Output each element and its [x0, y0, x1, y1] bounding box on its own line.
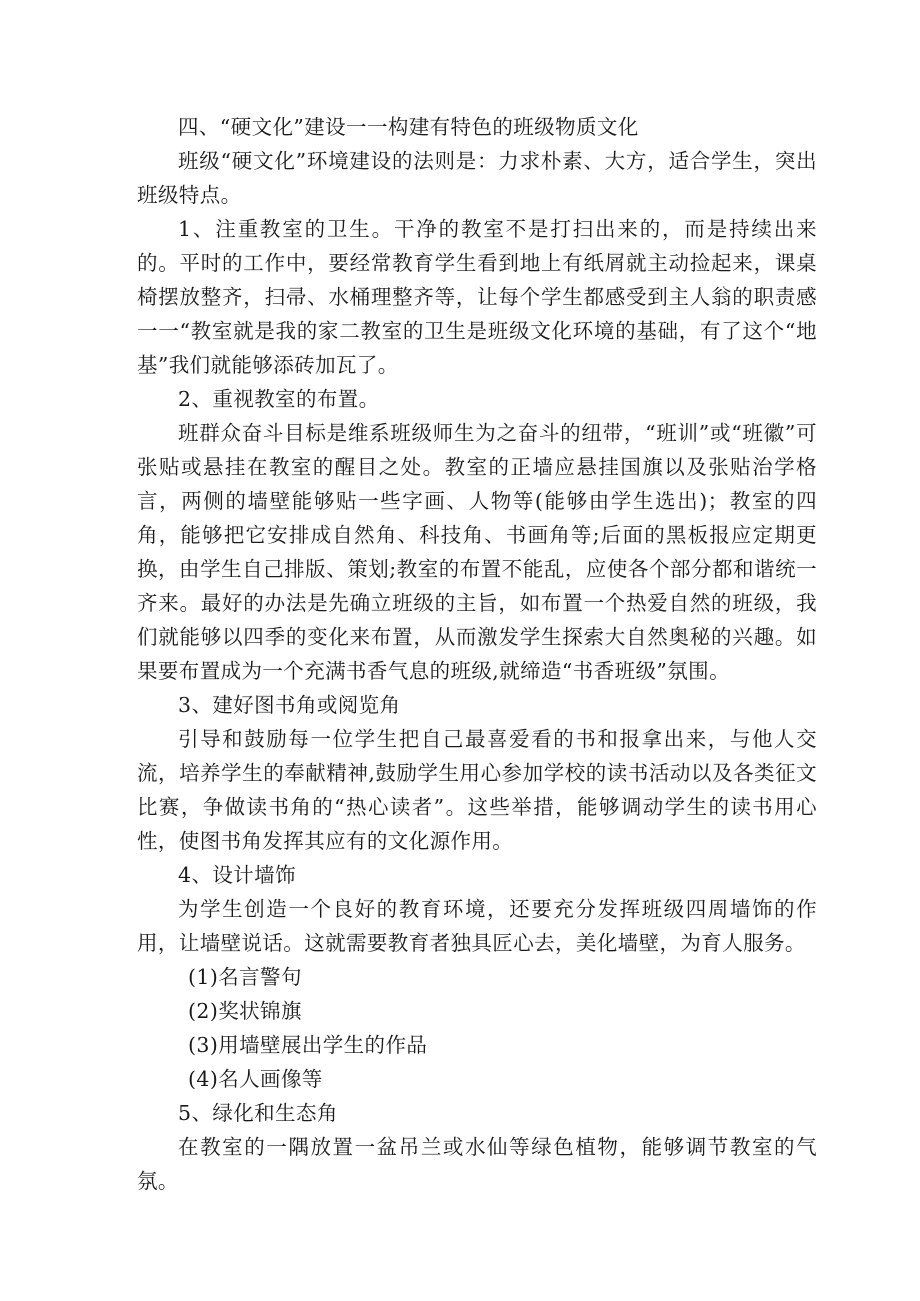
- list-item: (2)奖状锦旗: [188, 999, 302, 1023]
- section-3-paragraph: 引导和鼓励每一位学生把自己最喜爱看的书和报拿出来，与他人交流，培养学生的奉献精神,鼓励学生用心参加学校的读书活动以及各类征文比赛，争做读书角的“热心读者”。这些举措，能够调动学生的读书用心性，使图书角发挥其应有的文化源作用。: [137, 727, 817, 853]
- section-2-title: 2、重视教室的布置。: [178, 387, 380, 411]
- list-item: (4)名人画像等: [188, 1067, 323, 1091]
- section-4-title: 4、设计墙饰: [178, 863, 296, 887]
- document-body: [137, 110, 817, 1198]
- list-item: (1)名言警句: [188, 965, 302, 989]
- section-heading: 四、“硬文化”建设一一构建有特色的班级物质文化: [178, 115, 639, 139]
- section-5-title: 5、绿化和生态角: [178, 1101, 338, 1125]
- section-5-paragraph: 在教室的一隅放置一盆吊兰或水仙等绿色植物，能够调节教室的气氛。: [137, 1135, 817, 1193]
- list-item: (3)用墙壁展出学生的作品: [188, 1033, 428, 1057]
- section-2-paragraph: 班群众奋斗目标是维系班级师生为之奋斗的纽带，“班训”或“班徽”可张贴或悬挂在教室的醒目之处。教室的正墙应悬挂国旗以及张贴治学格言，两侧的墙壁能够贴一些字画、人物等(能够由学生选出)；教室的四角，能够把它安排成自然角、科技角、书画角等;后面的黑板报应定期更换，由学生自己排版、策划;教室的布置不能乱，应使各个部分都和谐统一齐来。最好的办法是先确立班级的主旨，如布置一个热爱自然的班级，我们就能够以四季的变化来布置，从而激发学生探索大自然奥秘的兴趣。如果要布置成为一个充满书香气息的班级,就缔造“书香班级”氛围。: [137, 421, 817, 683]
- section-4-paragraph: 为学生创造一个良好的教育环境，还要充分发挥班级四周墙饰的作用，让墙壁说话。这就需要教育者独具匠心去，美化墙壁，为育人服务。: [137, 897, 817, 955]
- section-1-paragraph: 1、注重教室的卫生。干净的教室不是打扫出来的，而是持续出来的。平时的工作中，要经常教育学生看到地上有纸屑就主动捡起来，课桌椅摆放整齐，扫帚、水桶理整齐等，让每个学生都感受到主人翁的职责感一一“教室就是我的家二教室的卫生是班级文化环境的基础，有了这个“地基”我们就能够添砖加瓦了。: [137, 217, 817, 377]
- intro-paragraph: 班级“硬文化”环境建设的法则是：力求朴素、大方，适合学生，突出班级特点。: [137, 149, 817, 207]
- section-3-title: 3、建好图书角或阅览角: [178, 693, 401, 717]
